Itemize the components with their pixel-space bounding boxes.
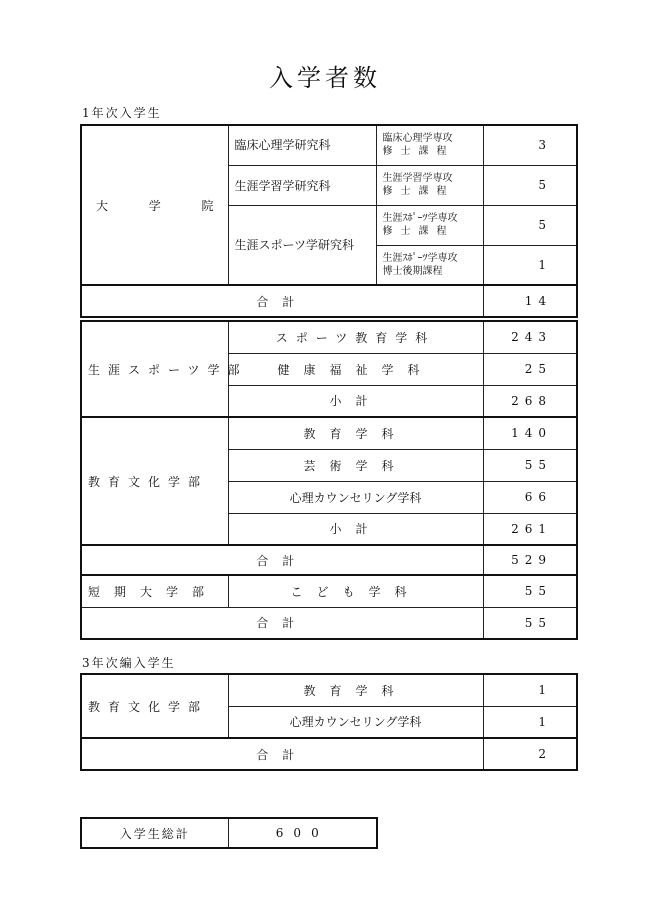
page-title: 入学者数: [269, 64, 381, 92]
department-count: 1: [483, 674, 577, 706]
program-count: 5: [483, 165, 577, 205]
education-subtotal-value: 261: [483, 513, 577, 545]
department-count: 243: [483, 321, 577, 353]
junior-college-name: 短期大学部: [81, 575, 228, 607]
program-count: 1: [483, 245, 577, 285]
graduate-total-value: 14: [483, 285, 577, 317]
program-school: 生涯学習学研究科: [228, 165, 376, 205]
transfer-total-label: 合計: [81, 738, 483, 770]
program-course: 臨床心理学専攻 修士課程: [376, 125, 483, 165]
sports-faculty-name: 生涯スポーツ学部: [81, 321, 228, 417]
department-count: 25: [483, 353, 577, 385]
department-name: 心理カウンセリング学科: [228, 706, 483, 738]
department-name: こども学科: [228, 575, 483, 607]
junior-college-total-label: 合計: [81, 607, 483, 639]
junior-college-table: [80, 574, 578, 640]
sports-subtotal-value: 268: [483, 385, 577, 417]
department-name: 教育学科: [228, 417, 483, 449]
program-course: 生涯学習学専攻 修士課程: [376, 165, 483, 205]
department-count: 55: [483, 575, 577, 607]
program-course: 生涯ｽﾎﾟｰﾂ学専攻 修士課程: [376, 205, 483, 245]
program-school: 臨床心理学研究科: [228, 125, 376, 165]
department-name: 芸術学科: [228, 449, 483, 481]
transfer-table: [80, 673, 578, 771]
undergrad-table: [80, 320, 578, 576]
department-name: 教育学科: [228, 674, 483, 706]
education-faculty-name: 教育文化学部: [81, 417, 228, 545]
education-subtotal-label: 小計: [228, 513, 483, 545]
graduate-table: [80, 124, 578, 318]
department-name: 健康福祉学科: [228, 353, 483, 385]
department-count: 1: [483, 706, 577, 738]
grand-total-table: [80, 817, 378, 849]
section-label-first-year: 1年次入学生: [82, 106, 162, 120]
graduate-total-label: 合計: [81, 285, 483, 317]
department-name: スポーツ教育学科: [228, 321, 483, 353]
department-count: 140: [483, 417, 577, 449]
transfer-total-value: 2: [483, 738, 577, 770]
section-label-third-year-transfer: 3年次編入学生: [82, 656, 176, 670]
department-count: 55: [483, 449, 577, 481]
program-count: 3: [483, 125, 577, 165]
sports-subtotal-label: 小計: [228, 385, 483, 417]
graduate-school-name: 大 学 院: [96, 198, 214, 213]
department-name: 心理カウンセリング学科: [228, 481, 483, 513]
program-course: 生涯ｽﾎﾟｰﾂ学専攻 博士後期課程: [376, 245, 483, 285]
undergrad-total-label: 合計: [81, 545, 483, 575]
undergrad-total-value: 529: [483, 545, 577, 575]
graduate-school-cell: [81, 125, 228, 285]
junior-college-total-value: 55: [483, 607, 577, 639]
department-count: 66: [483, 481, 577, 513]
program-school: 生涯スポーツ学研究科: [228, 205, 376, 285]
grand-total-label: 入学生総計: [81, 818, 228, 848]
transfer-faculty-name: 教育文化学部: [81, 674, 228, 738]
program-count: 5: [483, 205, 577, 245]
grand-total-value: 600: [228, 818, 377, 848]
